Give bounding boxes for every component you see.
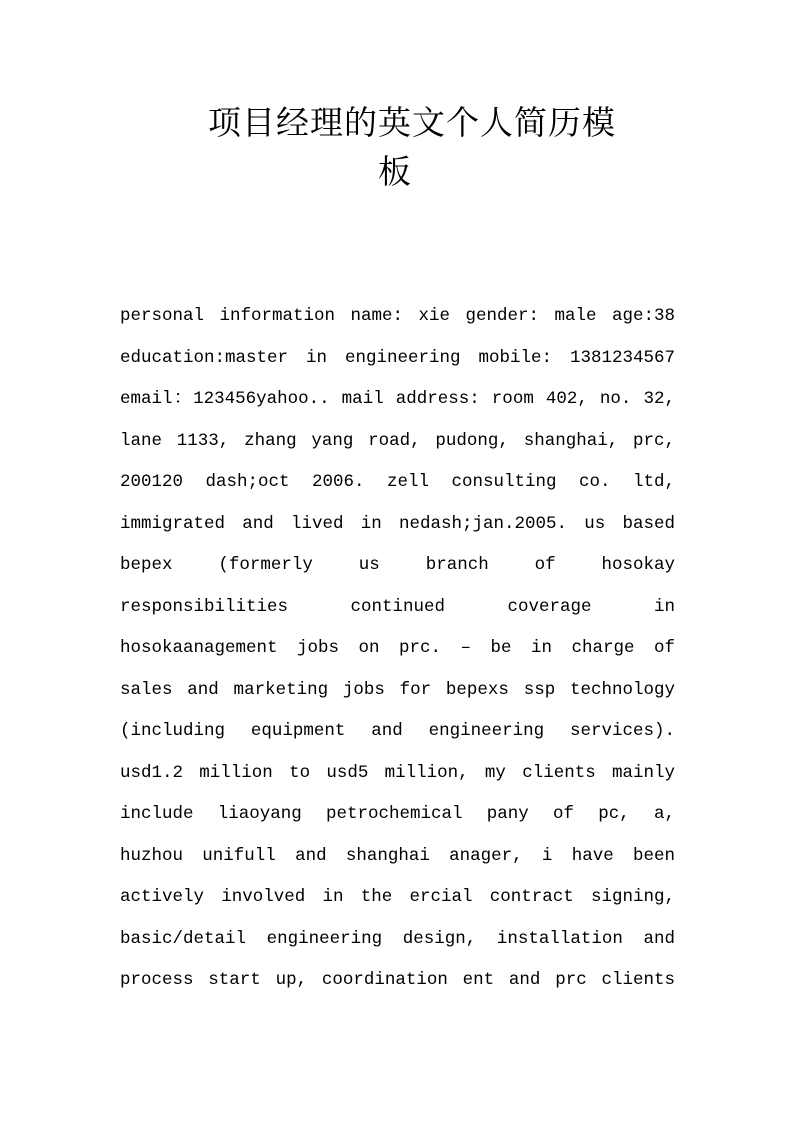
document-body xyxy=(120,296,675,1002)
document-title-line-1: 项目经理的英文个人简历模 xyxy=(208,103,616,142)
body-line: 200120 dash;oct 2006. zell consulting co. ltd, xyxy=(120,472,675,492)
body-line: (including equipment and engineering services). xyxy=(120,721,675,741)
body-line: basic/detail engineering design, installation and xyxy=(120,928,675,949)
body-line: bepex (formerly us branch of hosokay xyxy=(120,555,675,575)
body-line: education:master in engineering mobile: 1381234567 xyxy=(120,347,675,368)
body-line: immigrated and lived in nedash;jan.2005. us based xyxy=(120,513,675,534)
body-line: lane 1133, zhang yang road, pudong, shanghai, prc, xyxy=(120,430,675,451)
body-line: usd1.2 million to usd5 million, my clients mainly xyxy=(120,762,675,783)
body-line: actively involved in the ercial contract signing, xyxy=(120,887,675,907)
body-line: responsibilities continued coverage in xyxy=(120,596,675,617)
body-line: process start up, coordination ent and prc clients xyxy=(120,970,675,990)
body-line: huzhou unifull and shanghai anager, i have been xyxy=(120,845,675,866)
body-line: sales and marketing jobs for bepexs ssp technology xyxy=(120,679,675,700)
body-line: hosokaanagement jobs on prc. – be in charge of xyxy=(120,638,675,658)
document-title-line-2: 板 xyxy=(378,152,412,191)
body-line: personal information name: xie gender: male age:38 xyxy=(120,306,675,326)
body-line: include liaoyang petrochemical pany of pc, a, xyxy=(120,804,675,824)
body-line: email：123456yahoo.. mail address: room 402, no. 32, xyxy=(120,389,675,409)
